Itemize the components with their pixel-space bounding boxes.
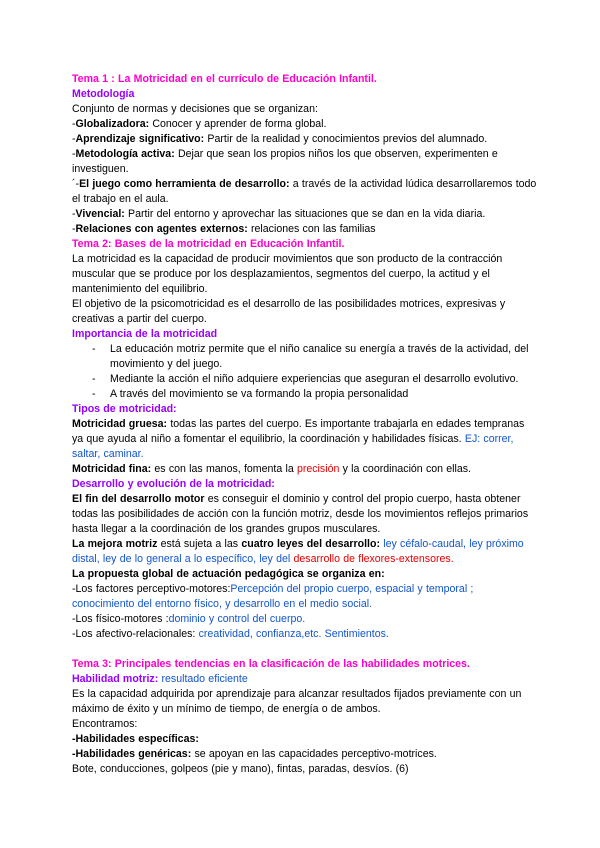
motricidad-gruesa: Motricidad gruesa: todas las partes del cuerpo. Es importante trabajarla en edades tempranas ya que ayuda al niño a fomentar el equilibrio, la coordinación y habilidades físicas. EJ: correr, saltar, caminar. xyxy=(72,418,525,460)
metodologia-item: -Globalizadora: Conocer y aprender de forma global. xyxy=(72,118,327,130)
habilidades-genericas: -Habilidades genéricas: se apoyan en las capacidades perceptivo-motrices. xyxy=(72,748,437,760)
tema2-title: Tema 2: Bases de la motricidad en Educación Infantil. xyxy=(72,238,345,250)
metodologia-item: -Relaciones con agentes externos: relaciones con las familias xyxy=(72,223,376,235)
metodologia-item: ´-El juego como herramienta de desarrollo: a través de la actividad lúdica desarrollaremos todo el trabajo en el aula. xyxy=(72,178,537,205)
desarrollo-heading: Desarrollo y evolución de la motricidad: xyxy=(72,478,275,490)
habilidades-especificas: -Habilidades específicas: xyxy=(72,733,199,745)
metodologia-heading: Metodología xyxy=(72,88,135,100)
importancia-heading: Importancia de la motricidad xyxy=(72,328,218,340)
importancia-list xyxy=(72,342,538,402)
importancia-list-item: - La educación motriz permite que el niño canalice su energía a través de la actividad, del movimiento y del juego. xyxy=(92,342,538,372)
factores-perceptivo-motores: -Los factores perceptivo-motores:Percepción del propio cuerpo, espacial y temporal ; conocimiento del entorno físico, y desarrollo en el medio social. xyxy=(72,583,474,610)
factores-fisico-motores: -Los físico-motores :dominio y control del cuerpo. xyxy=(72,613,306,625)
tema1-title: Tema 1 : La Motricidad en el currículo de Educación Infantil. xyxy=(72,73,377,85)
tipos-heading: Tipos de motricidad: xyxy=(72,403,177,415)
encontramos-text: Encontramos: xyxy=(72,718,138,730)
tema2-paragraph-2: El objetivo de la psicomotricidad es el desarrollo de las posibilidades motrices, expresivas y creativas a partir del cuerpo. xyxy=(72,298,506,325)
metodologia-item: -Vivencial: Partir del entorno y aprovechar las situaciones que se dan en la vida diaria. xyxy=(72,208,486,220)
tema3-paragraph-1: Es la capacidad adquirida por aprendizaje para alcanzar resultados fijados previamente con un máximo de éxito y un mínimo de tiempo, de energía o de ambos. xyxy=(72,688,522,715)
bote-list: Bote, conducciones, golpeos (pie y mano), fintas, paradas, desvíos. (6) xyxy=(72,763,409,775)
metodologia-item: -Metodología activa: Dejar que sean los propios niños los que observen, experimenten e investiguen. xyxy=(72,148,498,175)
motricidad-fina: Motricidad fina: es con las manos, fomenta la precisión y la coordinación con ellas. xyxy=(72,463,472,475)
metodologia-item: -Aprendizaje significativo: Partir de la realidad y conocimientos previos del alumnado. xyxy=(72,133,488,145)
tema3-title: Tema 3: Principales tendencias en la clasificación de las habilidades motrices. xyxy=(72,658,470,670)
factores-afectivo-relacionales: -Los afectivo-relacionales: creatividad, confianza,etc. Sentimientos. xyxy=(72,628,389,640)
importancia-list-item: - Mediante la acción el niño adquiere experiencias que aseguran el desarrollo evolutivo. xyxy=(92,372,538,387)
metodologia-intro: Conjunto de normas y decisiones que se organizan: xyxy=(72,103,318,115)
section-spacer xyxy=(72,642,538,657)
mejora-motriz: La mejora motriz está sujeta a las cuatro leyes del desarrollo: ley céfalo-caudal, ley próximo distal, ley de lo general a lo específico, ley del desarrollo de flexores-extensores. xyxy=(72,538,524,565)
propuesta-global: La propuesta global de actuación pedagógica se organiza en: xyxy=(72,568,385,580)
importancia-list-item: - A través del movimiento se va formando la propia personalidad xyxy=(92,387,538,402)
fin-desarrollo-motor: El fin del desarrollo motor es conseguir el dominio y control del propio cuerpo, hasta obtener todas las posibilidades de acción con la función motriz, desde los movimientos reflejos primarios hasta llegar a la coordinación de los grandes grupos musculares. xyxy=(72,493,529,535)
habilidad-motriz: Habilidad motriz: resultado eficiente xyxy=(72,673,248,685)
tema2-paragraph-1: La motricidad es la capacidad de producir movimientos que son producto de la contracción muscular que se produce por los desplazamientos, segmentos del cuerpo, la actitud y el mantenimiento del equilibrio. xyxy=(72,253,503,295)
document-content xyxy=(72,72,538,777)
